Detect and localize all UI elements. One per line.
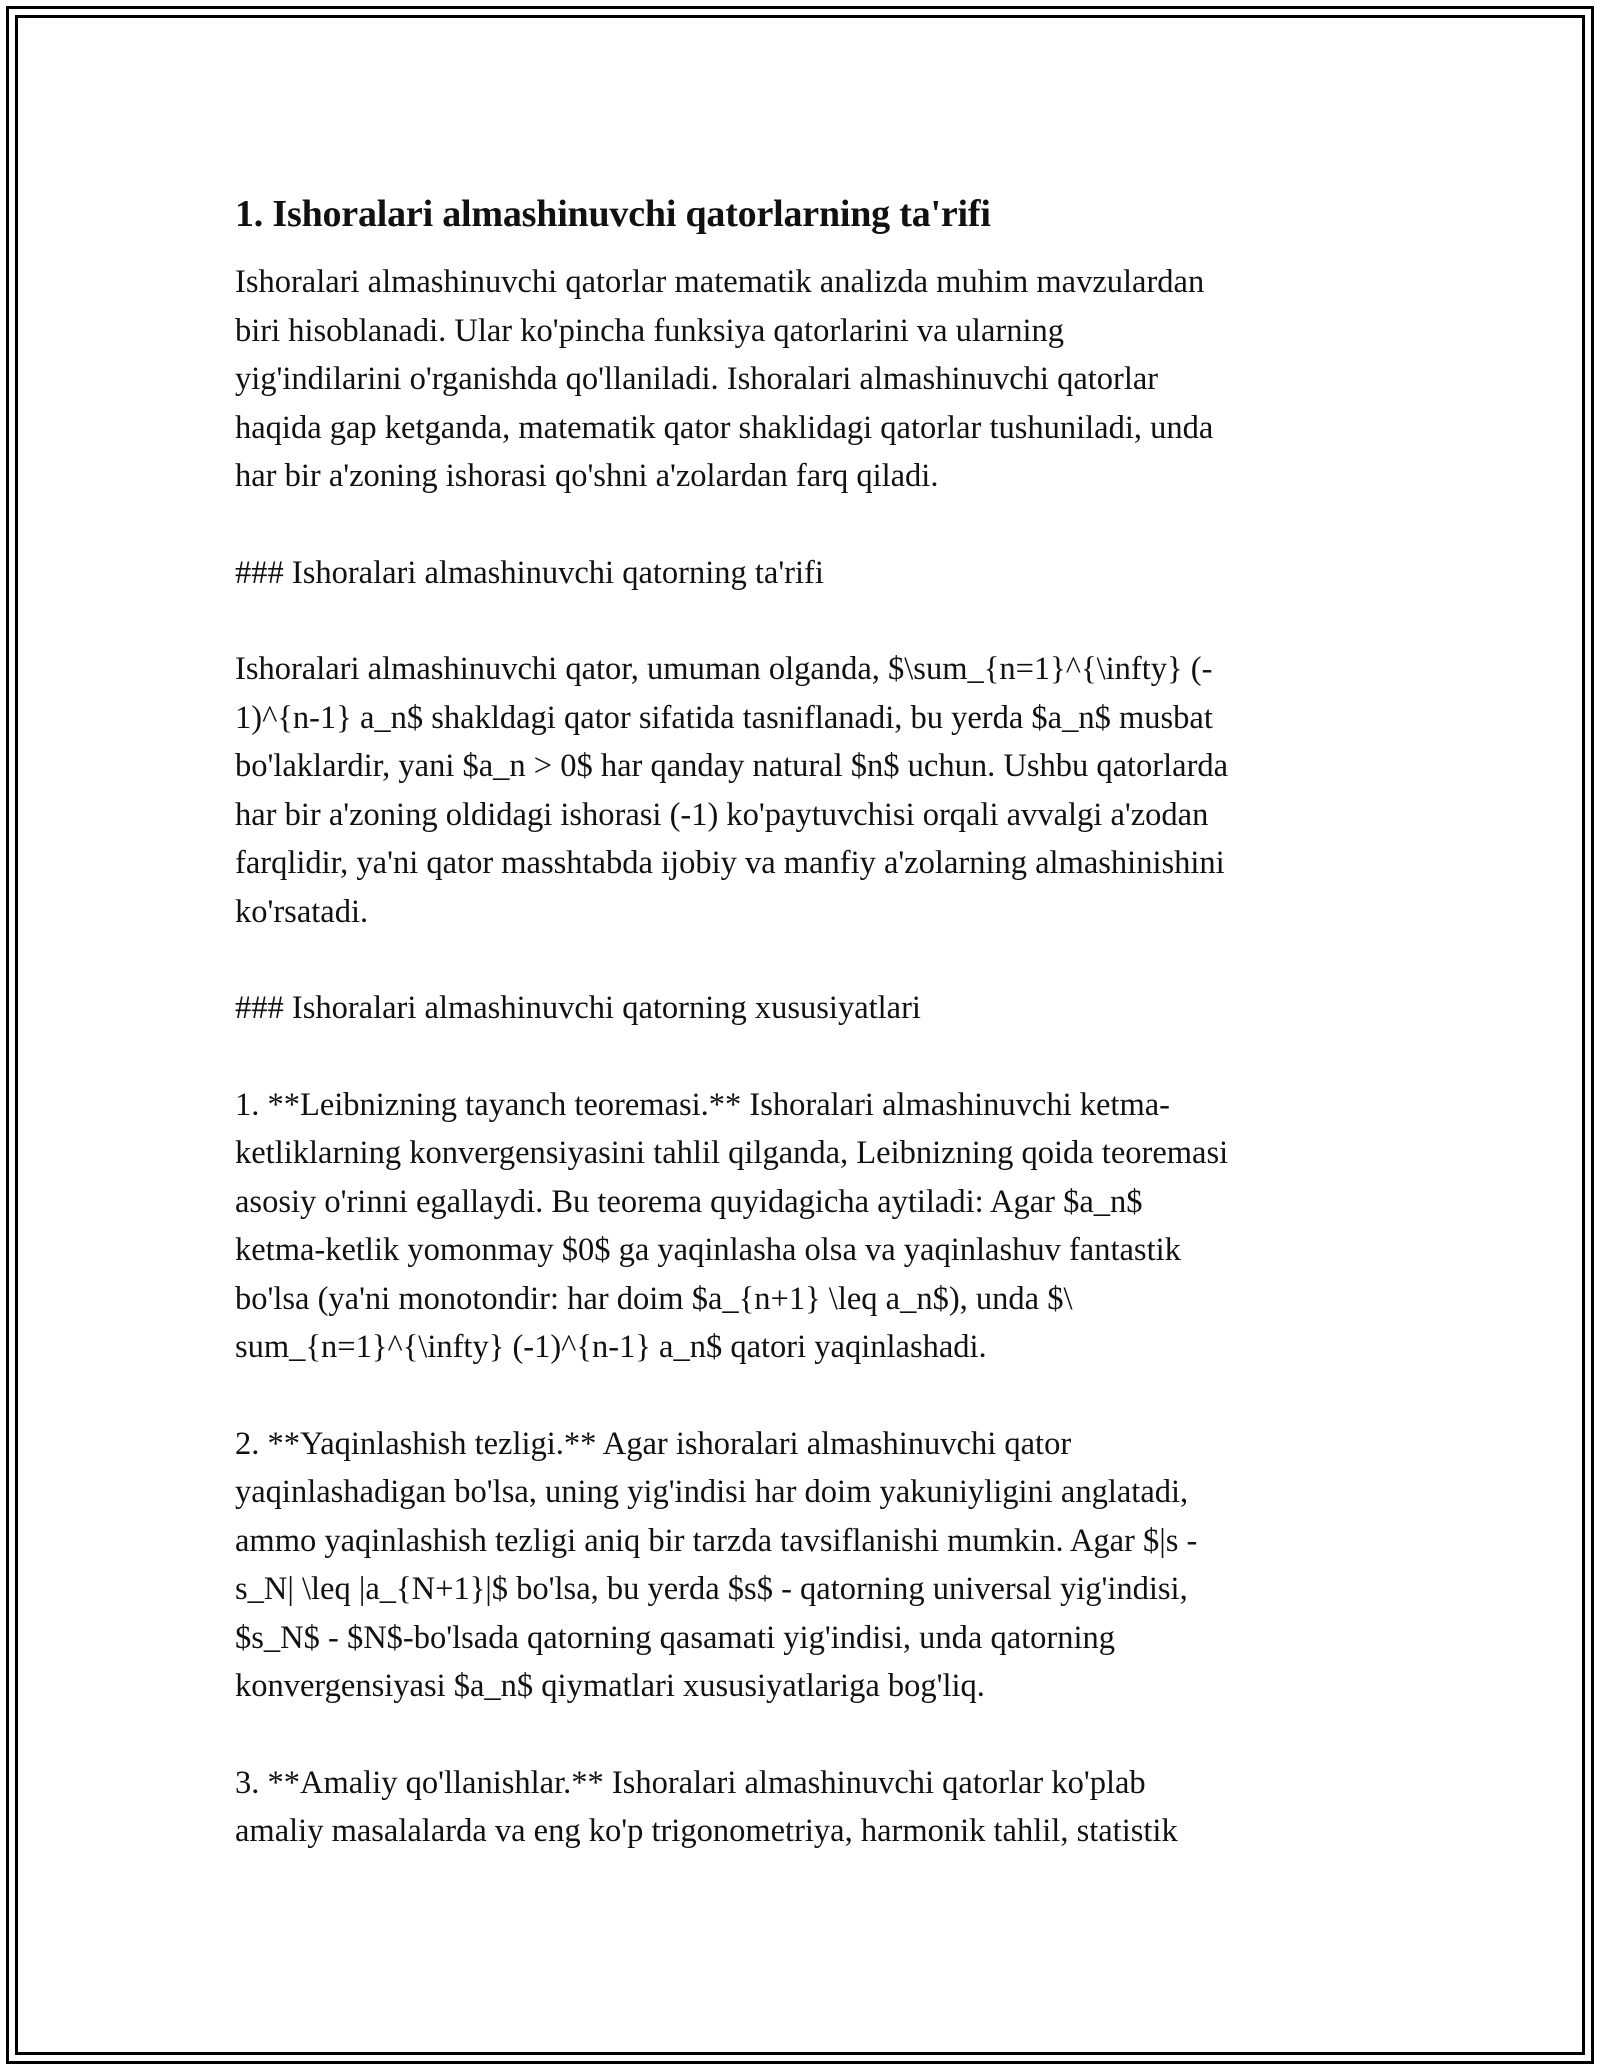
definition-paragraph: Ishoralari almashinuvchi qator, umuman olganda, $\sum_{n=1}^{\infty} (- 1)^{n-1} a_n$ shakldagi qator sifatida tasniflanadi, bu yerda $a_n$ musbat bo'laklardir, yani $a_n > 0$ har qanday natural $n$ uchun. Ushbu qatorlarda har bir a'zoning oldidagi ishorasi (-1) ko'paytuvchisi orqali avvalgi a'zodan farqlidir, ya'ni qator masshtabda ijobiy va manfiy a'zolarning almashinishini ko'rsatadi.	[235, 651, 1229, 930]
properties-subheading: ### Ishoralari almashinuvchi qatorning xususiyatlari	[235, 990, 921, 1026]
section-title: 1. Ishoralari almashinuvchi qatorlarning ta'rifi	[235, 193, 991, 235]
property-leibniz-paragraph: 1. **Leibnizning tayanch teoremasi.** Ishoralari almashinuvchi ketma- ketliklarning konvergensiyasini tahlil qilganda, Leibnizning qoida teoremasi asosiy o'rinni egallaydi. Bu teorema quyidagicha aytiladi: Agar $a_n$ ketma-ketlik yomonmay $0$ ga yaqinlasha olsa va yaqinlashuv fantastik bo'lsa (ya'ni monotondir: har doim $a_{n+1} \leq a_n$), unda $\ sum_{n=1}^{\infty} (-1)^{n-1} a_n$ qatori yaqinlashadi.	[235, 1086, 1229, 1365]
intro-paragraph: Ishoralari almashinuvchi qatorlar matematik analizda muhim mavzulardan biri hisoblanadi. Ular ko'pincha funksiya qatorlarini va ularning yig'indilarini o'rganishda qo'llaniladi. Ishoralari almashinuvchi qatorlar haqida gap ketganda, matematik qator shaklidagi qatorlar tushuniladi, unda har bir a'zoning ishorasi qo'shni a'zolardan farq qiladi.	[235, 264, 1214, 494]
property-convergence-speed-paragraph: 2. **Yaqinlashish tezligi.** Agar ishoralari almashinuvchi qator yaqinlashadigan bo'lsa, uning yig'indisi har doim yakuniyligini anglatadi, ammo yaqinlashish tezligi aniq bir tarzda tavsiflanishi mumkin. Agar $|s - s_N| \leq |a_{N+1}|$ bo'lsa, bu yerda $s$ - qatorning universal yig'indisi, $s_N$ - $N$-bo'lsada qatorning qasamati yig'indisi, unda qatorning konvergensiyasi $a_n$ qiymatlari xususiyatlariga bog'liq.	[235, 1425, 1198, 1704]
definition-subheading: ### Ishoralari almashinuvchi qatorning ta'rifi	[235, 554, 824, 591]
property-applications-paragraph: 3. **Amaliy qo'llanishlar.** Ishoralari almashinuvchi qatorlar ko'plab amaliy masalalarda va eng ko'p trigonometriya, harmonik tahlil, statistik	[235, 1764, 1178, 1849]
document-body	[235, 188, 1365, 1904]
